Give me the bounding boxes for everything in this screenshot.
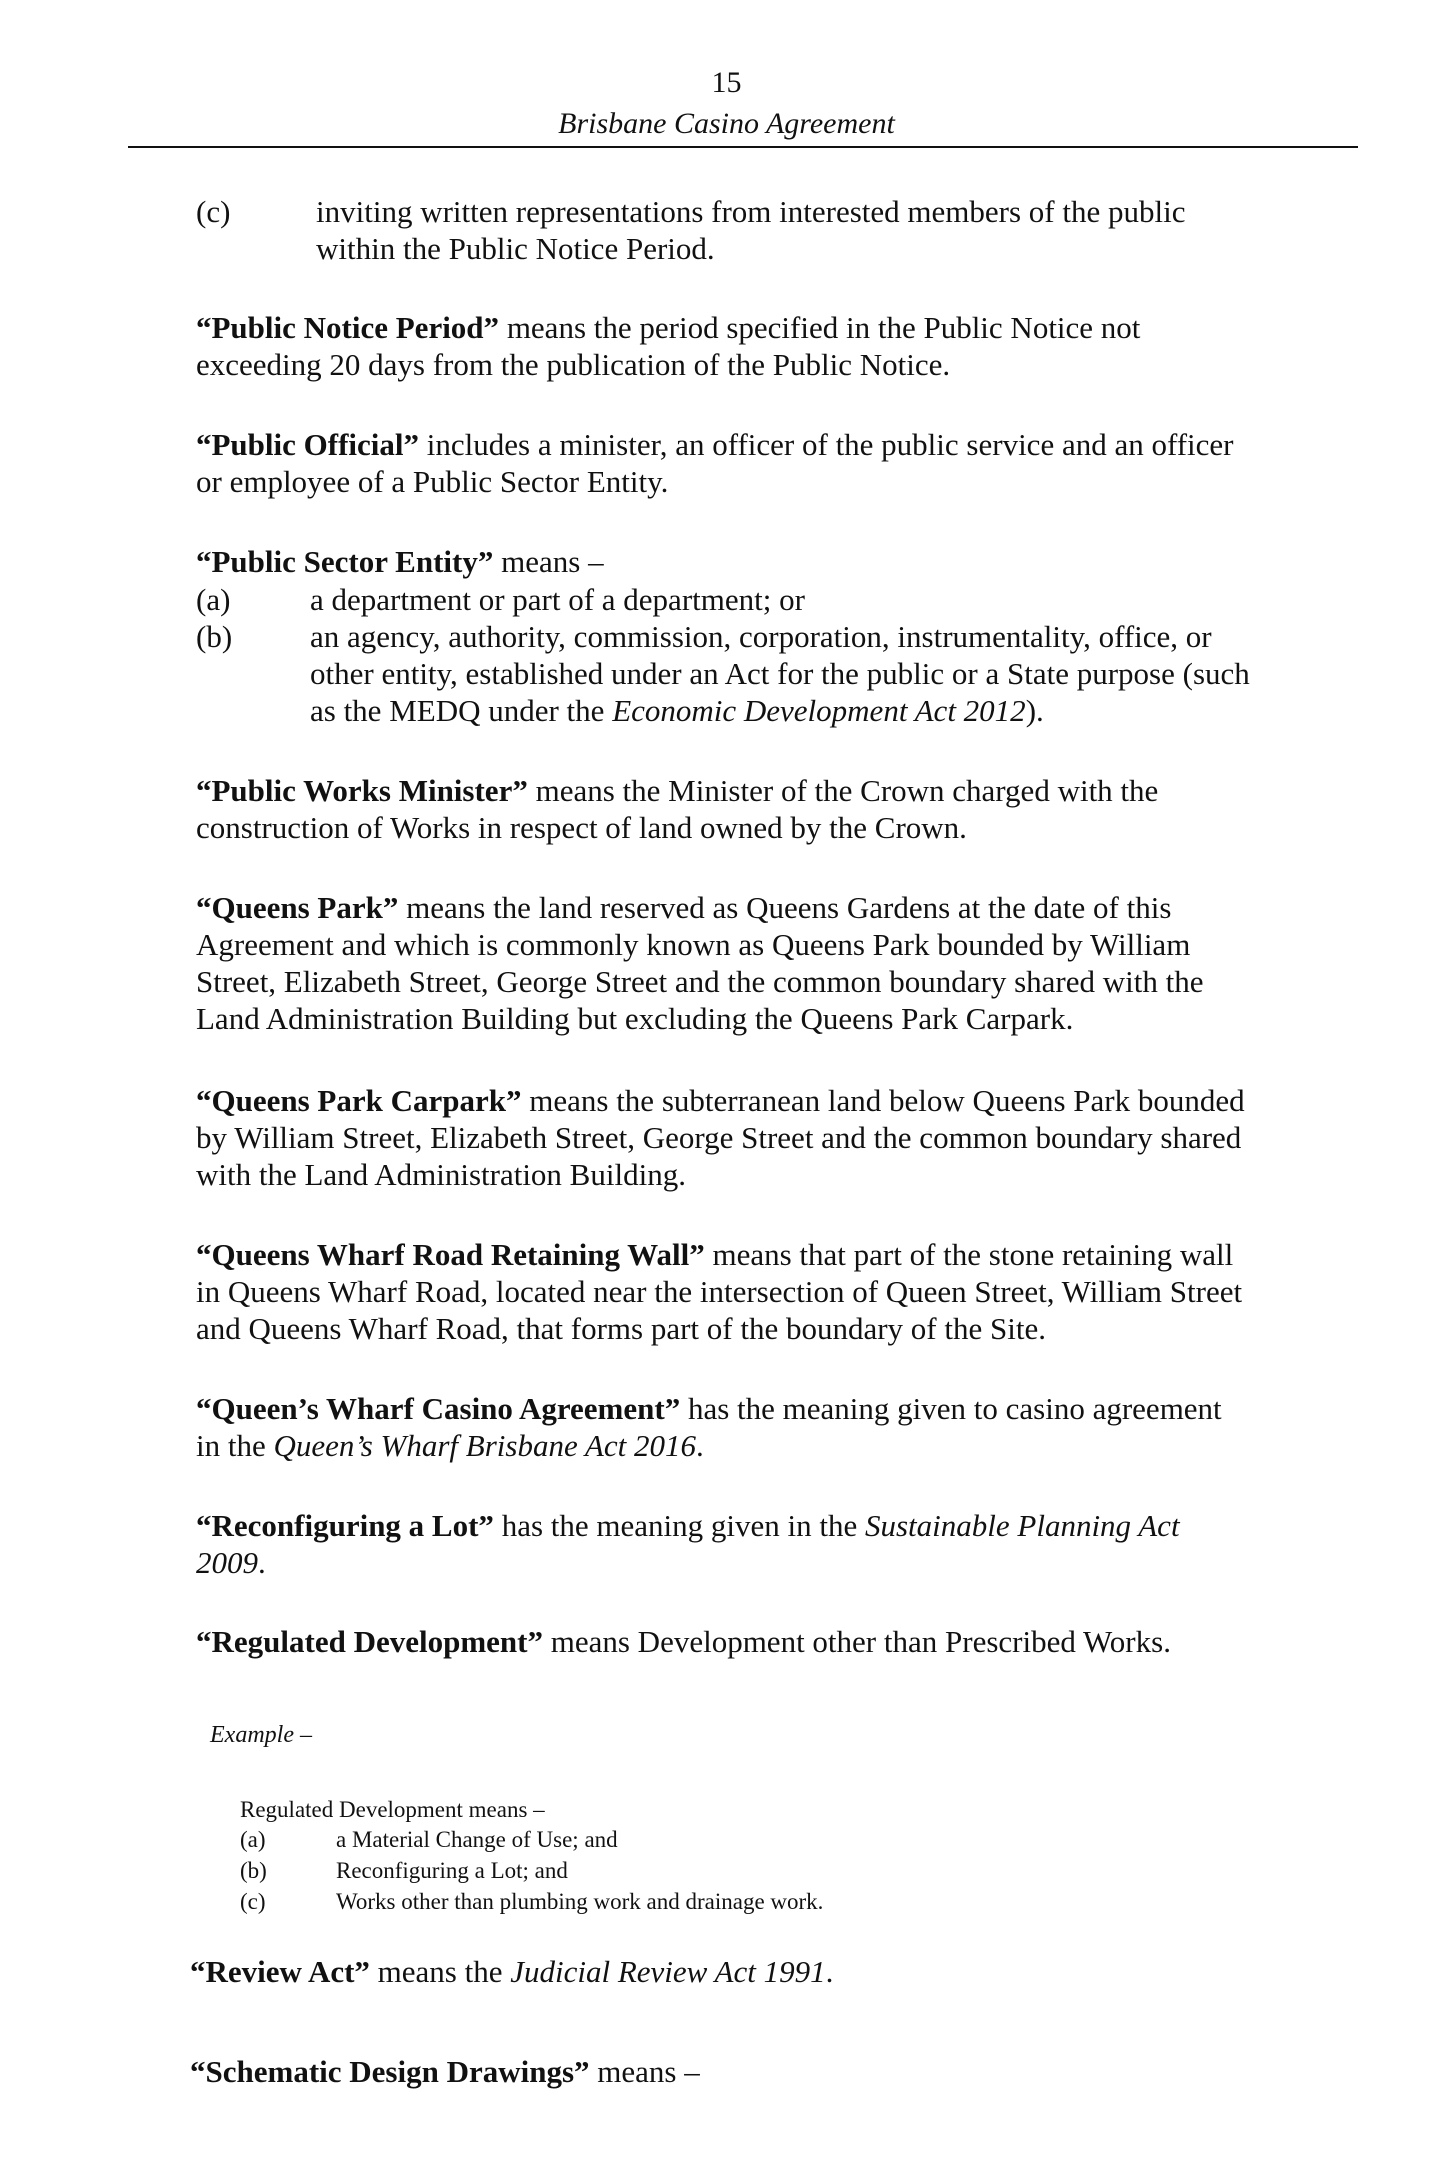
defined-term: “Public Works Minister” (196, 773, 528, 808)
defined-term: “Public Sector Entity” (196, 544, 494, 579)
definition-queens-park: “Queens Park” means the land reserved as Queens Gardens at the date of this Agreement and which is commonly known as Queens Park bounded by William Street, Elizabeth Street, George Street and the common boundary shared with the Land Administration Building but excluding the Queens Park Carpark. (196, 890, 1204, 1036)
definition-regulated-development: “Regulated Development” means Development other than Prescribed Works. (196, 1624, 1171, 1659)
list-item-c (196, 193, 1296, 273)
definition-public-notice-period: “Public Notice Period” means the period specified in the Public Notice not exceeding 20 days from the publication of the Public Notice. (196, 310, 1141, 382)
defined-term: “Reconfiguring a Lot” (196, 1508, 494, 1543)
defined-term: “Queens Wharf Road Retaining Wall” (196, 1237, 705, 1272)
defined-term: “Queens Park” (196, 890, 399, 925)
definition-public-official: “Public Official” includes a minister, an officer of the public service and an officer or employee of a Public Sector Entity. (196, 427, 1234, 499)
list-label: (b) (196, 619, 233, 654)
example-item-c-text: Works other than plumbing work and drainage work. (336, 1889, 824, 1914)
list-label: (a) (196, 582, 231, 617)
list-item-b (196, 618, 1346, 733)
defined-term: “Queens Park Carpark” (196, 1083, 522, 1118)
definition-queens-park-carpark: “Queens Park Carpark” means the subterranean land below Queens Park bounded by William Street, Elizabeth Street, George Street and the common boundary shared with the Land Administration Building. (196, 1083, 1245, 1192)
definition-public-sector-entity: “Public Sector Entity” means – (196, 544, 604, 579)
header-rule (128, 146, 1358, 148)
defined-term: “Queen’s Wharf Casino Agreement” (196, 1391, 681, 1426)
definition-queens-wharf-road-retaining-wall: “Queens Wharf Road Retaining Wall” means that part of the stone retaining wall in Queens Wharf Road, located near the intersection of Queen Street, William Street and Queens Wharf Road, that forms part of the boundary of the Site. (196, 1237, 1243, 1346)
list-text: an agency, authority, commission, corporation, instrumentality, office, or other entity, established under an Act for the public or a State purpose (such as the MEDQ under the Economic Development Act 2012). (310, 619, 1250, 728)
example-item-a-label: (a) (240, 1827, 266, 1852)
defined-term: “Public Official” (196, 427, 420, 462)
example-item-b-label: (b) (240, 1858, 267, 1883)
defined-term: “Schematic Design Drawings” (190, 2054, 590, 2089)
example-item-c-label: (c) (240, 1889, 266, 1914)
definition-review-act: “Review Act” means the Judicial Review Act 1991. (190, 1954, 834, 1989)
defined-term: “Public Notice Period” (196, 310, 500, 345)
definition-reconfiguring-a-lot: “Reconfiguring a Lot” has the meaning given in the Sustainable Planning Act 2009. (196, 1508, 1180, 1580)
defined-term: “Regulated Development” (196, 1624, 543, 1659)
list-text: inviting written representations from interested members of the public within the Public Notice Period. (316, 194, 1186, 266)
defined-term: “Review Act” (190, 1954, 370, 1989)
example-intro: Regulated Development means – (240, 1797, 545, 1822)
example-item-b-text: Reconfiguring a Lot; and (336, 1858, 568, 1883)
list-item-a: (a) a department or part of a department; or (196, 582, 805, 617)
page-number: 15 (711, 66, 742, 99)
list-label: (c) (196, 194, 231, 229)
running-header: Brisbane Casino Agreement (558, 107, 895, 140)
definition-schematic-design-drawings: “Schematic Design Drawings” means – (190, 2054, 700, 2089)
example-item-a-text: a Material Change of Use; and (336, 1827, 618, 1852)
definition-public-works-minister: “Public Works Minister” means the Minister of the Crown charged with the construction of Works in respect of land owned by the Crown. (196, 773, 1159, 845)
definition-queens-wharf-casino-agreement: “Queen’s Wharf Casino Agreement” has the meaning given to casino agreement in the Queen’s Wharf Brisbane Act 2016. (196, 1391, 1222, 1463)
example-heading: Example – (210, 1722, 312, 1748)
